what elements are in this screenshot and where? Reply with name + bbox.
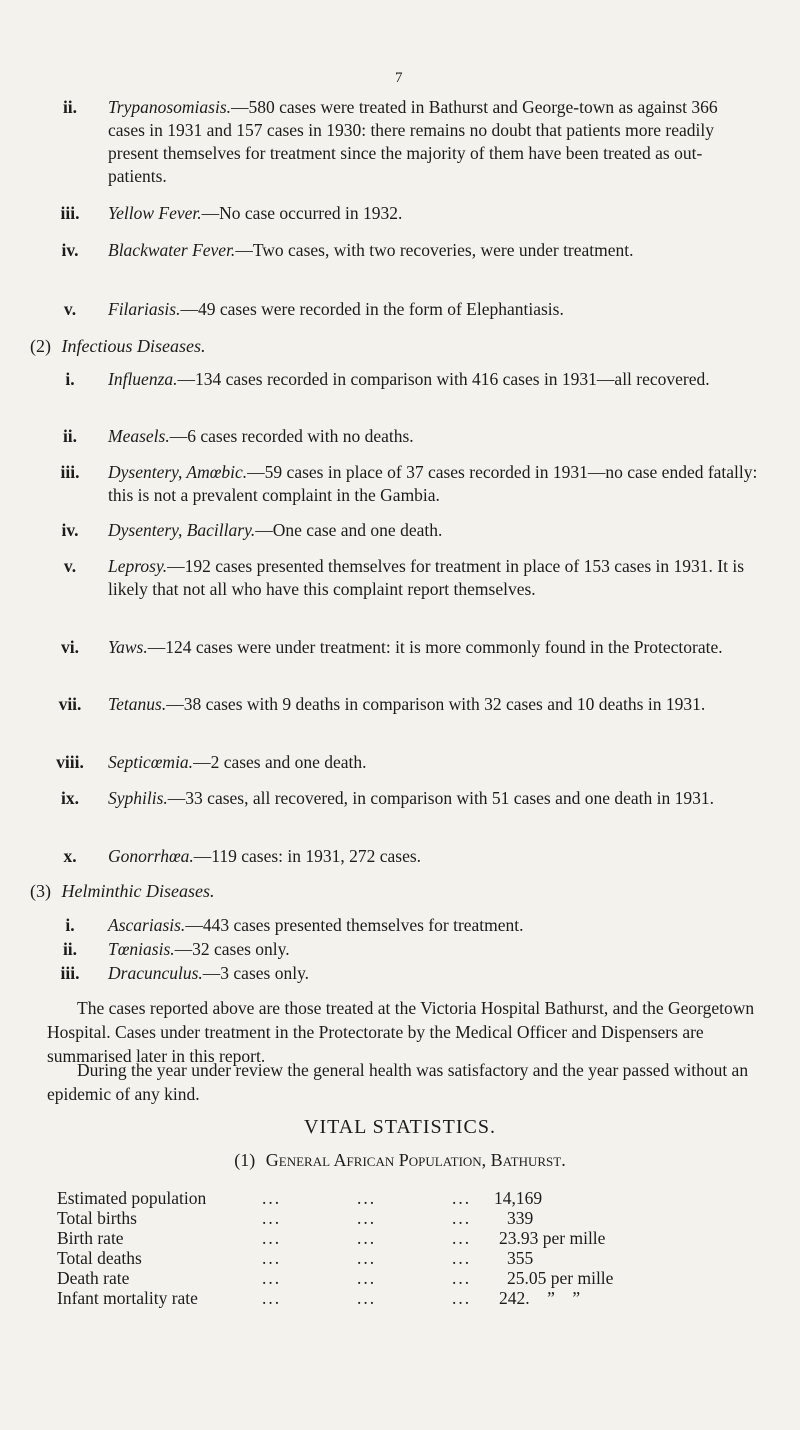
entry-ascariasis xyxy=(65,914,758,937)
paragraph-cases-reported: The cases reported above are those treated at the Victoria Hospital Bathurst, and the Georgetown Hospital. Cases under treatment in the Protectorate by the Medical Officer and Dispensers are summarised later in this report. xyxy=(47,998,755,1066)
stat-row xyxy=(57,1288,737,1308)
entry-tetanus xyxy=(58,693,758,716)
entry-text: —134 cases recorded in comparison with 416 cases in 1931—all recovered. xyxy=(177,369,710,389)
entry-number: iv. xyxy=(61,520,79,540)
entry-text: —580 cases were treated in Bathurst and George-town as against 366 cases in 1931 and 157 cases in 1930: there remains no doubt that patients more readily present themselves for treatment since the majority of them have been treated as out-patients. xyxy=(108,97,718,186)
entry-text: —119 cases: in 1931, 272 cases. xyxy=(193,846,422,866)
entry-yellow-fever xyxy=(60,202,758,225)
entry-text: —32 cases only. xyxy=(174,939,290,959)
entry-number: v. xyxy=(63,299,77,319)
leader-dots: ... xyxy=(452,1268,472,1288)
entry-number: i. xyxy=(65,369,75,389)
leader-dots: ... xyxy=(262,1208,282,1228)
stat-label: Total deaths xyxy=(57,1248,142,1268)
entry-text: —2 cases and one death. xyxy=(193,752,367,772)
stat-value: 242. ” ” xyxy=(499,1288,581,1308)
entry-number: ii. xyxy=(62,426,78,446)
leader-dots: ... xyxy=(452,1188,472,1208)
entry-number: ii. xyxy=(62,97,78,117)
entry-number: x. xyxy=(63,846,77,866)
entry-text: —192 cases presented themselves for treatment in place of 153 cases in 1931. It is likely that not all who have this complaint report themselves. xyxy=(108,556,744,599)
entry-yaws xyxy=(61,636,758,659)
entry-text: —33 cases, all recovered, in comparison with 51 cases and one death in 1931. xyxy=(167,788,715,808)
stat-label: Death rate xyxy=(57,1268,130,1288)
stat-value: 355 xyxy=(507,1248,534,1268)
stat-row xyxy=(57,1248,737,1268)
section-number: (3) xyxy=(30,881,51,901)
leader-dots: ... xyxy=(357,1208,377,1228)
entry-title: Measels. xyxy=(108,426,170,446)
entry-influenza xyxy=(65,368,758,391)
entry-gonorrhoea xyxy=(63,845,758,868)
entry-title: Yellow Fever. xyxy=(108,203,202,223)
entry-text: —59 cases in place of 37 cases recorded in 1931—no case ended fatally: this is not a prevalent complaint in the Gambia. xyxy=(108,462,758,505)
stat-value: 14,169 xyxy=(494,1188,543,1208)
stat-row xyxy=(57,1228,737,1248)
stat-row xyxy=(57,1208,737,1228)
entry-filariasis xyxy=(63,298,758,321)
entry-text: —No case occurred in 1932. xyxy=(201,203,403,223)
entry-number: v. xyxy=(63,556,77,576)
entry-number: i. xyxy=(65,915,75,935)
stat-value: 23.93 per mille xyxy=(499,1228,606,1248)
leader-dots: ... xyxy=(262,1228,282,1248)
entry-syphilis xyxy=(61,787,758,810)
entry-text: —6 cases recorded with no deaths. xyxy=(169,426,414,446)
entry-title: Septicœmia. xyxy=(108,752,194,772)
entry-title: Influenza. xyxy=(108,369,178,389)
entry-title: Trypanosomiasis. xyxy=(108,97,232,117)
entry-title: Dracunculus. xyxy=(108,963,203,983)
entry-dracunculus xyxy=(60,962,758,985)
entry-leprosy xyxy=(63,555,758,601)
entry-taeniasis xyxy=(62,938,758,961)
leader-dots: ... xyxy=(452,1248,472,1268)
leader-dots: ... xyxy=(452,1288,472,1308)
entry-text: —443 cases presented themselves for treatment. xyxy=(185,915,524,935)
page-number: 7 xyxy=(395,70,403,86)
leader-dots: ... xyxy=(452,1208,472,1228)
section-title: Infectious Diseases. xyxy=(61,336,206,356)
entry-number: iii. xyxy=(60,203,80,223)
entry-title: Dysentery, Bacillary. xyxy=(108,520,256,540)
stat-label: Birth rate xyxy=(57,1228,124,1248)
leader-dots: ... xyxy=(262,1248,282,1268)
leader-dots: ... xyxy=(357,1188,377,1208)
entry-trypanosomiasis xyxy=(62,96,758,188)
entry-number: ix. xyxy=(61,788,79,808)
subheading-number: (1) xyxy=(234,1150,256,1170)
entry-title: Tetanus. xyxy=(108,694,167,714)
leader-dots: ... xyxy=(452,1228,472,1248)
leader-dots: ... xyxy=(357,1268,377,1288)
leader-dots: ... xyxy=(262,1288,282,1308)
leader-dots: ... xyxy=(357,1228,377,1248)
entry-dysentery-bacillary xyxy=(61,519,758,542)
stat-row xyxy=(57,1188,737,1208)
stat-label: Total births xyxy=(57,1208,137,1228)
leader-dots: ... xyxy=(262,1188,282,1208)
entry-title: Ascariasis. xyxy=(108,915,186,935)
entry-text: —124 cases were under treatment: it is more commonly found in the Protectorate. xyxy=(147,637,723,657)
leader-dots: ... xyxy=(357,1248,377,1268)
leader-dots: ... xyxy=(262,1268,282,1288)
subheading-title: General African Population, Bathurst. xyxy=(265,1150,566,1170)
entry-title: Syphilis. xyxy=(108,788,168,808)
vital-statistics-table xyxy=(57,1188,737,1308)
entry-blackwater-fever xyxy=(61,239,758,262)
entry-septicaemia xyxy=(56,751,758,774)
section-title: Helminthic Diseases. xyxy=(61,881,215,901)
stat-row xyxy=(57,1268,737,1288)
entry-text: —49 cases were recorded in the form of Elephantiasis. xyxy=(180,299,564,319)
entry-dysentery-amoebic xyxy=(60,461,758,507)
entry-text: —3 cases only. xyxy=(202,963,310,983)
entry-number: vii. xyxy=(58,694,82,714)
section-heading-infectious xyxy=(30,335,205,358)
stat-value: 339 xyxy=(507,1208,534,1228)
entry-number: iv. xyxy=(61,240,79,260)
vital-statistics-subheading xyxy=(0,1150,800,1171)
entry-number: iii. xyxy=(60,963,80,983)
entry-number: iii. xyxy=(60,462,80,482)
section-heading-helminthic xyxy=(30,880,214,903)
stat-label: Estimated population xyxy=(57,1188,207,1208)
entry-text: —Two cases, with two recoveries, were under treatment. xyxy=(235,240,634,260)
vital-statistics-title: VITAL STATISTICS. xyxy=(304,1116,496,1138)
stat-label: Infant mortality rate xyxy=(57,1288,198,1308)
paragraph-general-health: During the year under review the general health was satisfactory and the year passed without an epidemic of any kind. xyxy=(47,1060,749,1104)
entry-text: —One case and one death. xyxy=(255,520,443,540)
entry-measels xyxy=(62,425,758,448)
entry-number: viii. xyxy=(56,752,84,772)
entry-title: Blackwater Fever. xyxy=(108,240,236,260)
stat-value: 25.05 per mille xyxy=(507,1268,614,1288)
entry-title: Leprosy. xyxy=(108,556,168,576)
section-number: (2) xyxy=(30,336,51,356)
entry-title: Filariasis. xyxy=(108,299,181,319)
entry-title: Dysentery, Amœbic. xyxy=(108,462,248,482)
entry-title: Yaws. xyxy=(108,637,148,657)
entry-title: Tœniasis. xyxy=(108,939,175,959)
entry-number: vi. xyxy=(61,637,79,657)
entry-title: Gonorrhœa. xyxy=(108,846,194,866)
entry-text: —38 cases with 9 deaths in comparison with 32 cases and 10 deaths in 1931. xyxy=(166,694,706,714)
leader-dots: ... xyxy=(357,1288,377,1308)
entry-number: ii. xyxy=(62,939,78,959)
